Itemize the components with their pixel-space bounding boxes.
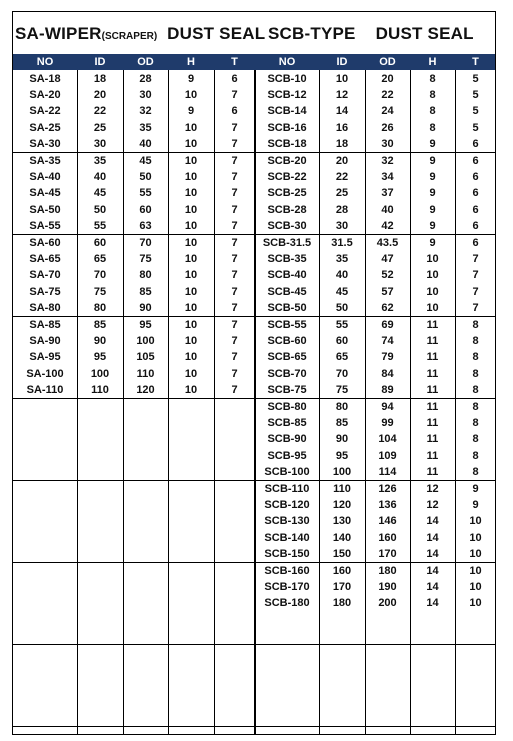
right-cell-od: 180: [378, 564, 397, 577]
left-cell-no: SA-100: [26, 367, 64, 380]
left-cell-h: 10: [184, 236, 198, 249]
right-cell-id: 75: [335, 384, 349, 397]
right-cell-h: 14: [426, 515, 439, 528]
right-cell-od: 190: [378, 580, 397, 593]
right-cell-no: SCB-14: [267, 105, 307, 118]
right-cell-t: 6: [472, 170, 479, 183]
right-cell-t: 8: [472, 449, 479, 462]
left-cell-od: 120: [136, 384, 155, 397]
left-cell-od: 75: [139, 252, 152, 265]
right-cell-no: SCB-70: [267, 367, 307, 380]
left-cell-od: 50: [139, 170, 152, 183]
right-cell-id: 25: [335, 187, 349, 200]
left-cell-h: 9: [187, 105, 195, 118]
left-cell-id: 60: [93, 236, 107, 249]
right-cell-no: SCB-75: [267, 384, 307, 397]
left-cell-t: 7: [231, 236, 238, 249]
right-cell-od: 62: [381, 302, 394, 315]
right-cell-h: 8: [429, 72, 436, 85]
right-cell-id: 16: [335, 121, 349, 134]
right-cell-h: 14: [426, 564, 439, 577]
left-cell-id: 70: [93, 269, 107, 282]
right-cell-od: 42: [381, 220, 394, 233]
right-cell-id: 95: [335, 449, 349, 462]
right-cell-h: 8: [429, 105, 436, 118]
right-cell-h: 14: [426, 531, 439, 544]
right-cell-no: SCB-140: [264, 531, 310, 544]
right-cell-od: 32: [381, 154, 394, 167]
right-cell-t: 5: [472, 72, 479, 85]
left-cell-od: 60: [139, 203, 152, 216]
left-cell-h: 10: [184, 220, 198, 233]
right-cell-id: 12: [335, 88, 349, 101]
right-cell-t: 10: [469, 564, 482, 577]
right-cell-no: SCB-150: [264, 548, 310, 561]
left-cell-t: 7: [231, 121, 238, 134]
row-group-divider: [13, 644, 495, 645]
right-header-od: OD: [379, 56, 396, 68]
left-cell-h: 10: [184, 121, 198, 134]
right-cell-id: 100: [332, 466, 352, 479]
right-cell-od: 146: [378, 515, 397, 528]
right-cell-od: 52: [381, 269, 394, 282]
left-cell-h: 9: [187, 72, 195, 85]
left-cell-od: 32: [139, 105, 152, 118]
left-cell-t: 7: [231, 285, 238, 298]
right-cell-t: 7: [472, 252, 479, 265]
right-cell-t: 8: [472, 351, 479, 364]
right-cell-no: SCB-100: [264, 466, 310, 479]
spec-sheet: [12, 11, 496, 735]
right-cell-t: 8: [472, 433, 479, 446]
left-cell-od: 63: [139, 220, 152, 233]
right-cell-no: SCB-22: [267, 170, 307, 183]
left-cell-od: 30: [139, 88, 152, 101]
right-header-t: T: [472, 56, 479, 68]
right-cell-t: 6: [472, 203, 479, 216]
right-cell-od: 99: [381, 416, 394, 429]
right-cell-id: 22: [335, 170, 349, 183]
right-cell-no: SCB-65: [267, 351, 307, 364]
right-cell-od: 170: [378, 548, 397, 561]
left-cell-no: SA-25: [29, 121, 61, 134]
left-cell-no: SA-65: [29, 252, 61, 265]
right-cell-t: 5: [472, 121, 479, 134]
left-cell-no: SA-80: [29, 302, 61, 315]
left-cell-no: SA-35: [29, 154, 61, 167]
right-cell-id: 90: [335, 433, 349, 446]
sa-wiper-title-scraper: (SCRAPER): [101, 31, 158, 42]
sa-wiper-title-main: SA-WIPER: [15, 24, 102, 43]
right-cell-id: 160: [332, 564, 352, 577]
left-cell-t: 7: [231, 154, 238, 167]
right-cell-h: 11: [426, 367, 439, 380]
table-header-row: [13, 54, 495, 70]
left-cell-id: 80: [93, 302, 107, 315]
right-cell-h: 11: [426, 449, 439, 462]
right-cell-no: SCB-160: [264, 564, 310, 577]
left-cell-id: 90: [93, 334, 107, 347]
left-cell-no: SA-22: [29, 105, 61, 118]
left-cell-od: 105: [136, 351, 155, 364]
left-cell-t: 7: [231, 318, 238, 331]
right-cell-h: 10: [426, 252, 439, 265]
right-cell-h: 11: [426, 400, 439, 413]
title-row: [13, 12, 495, 54]
right-cell-t: 10: [469, 580, 482, 593]
right-cell-id: 14: [335, 105, 349, 118]
left-cell-t: 7: [231, 138, 238, 151]
left-cell-od: 55: [139, 187, 152, 200]
right-cell-id: 170: [332, 580, 352, 593]
left-cell-t: 7: [231, 367, 238, 380]
right-cell-t: 7: [472, 269, 479, 282]
right-cell-t: 10: [469, 597, 482, 610]
right-cell-od: 109: [378, 449, 397, 462]
right-cell-t: 6: [472, 154, 479, 167]
right-cell-h: 11: [426, 466, 439, 479]
right-cell-h: 8: [429, 121, 436, 134]
right-cell-h: 9: [429, 187, 436, 200]
right-cell-no: SCB-28: [267, 203, 307, 216]
right-cell-h: 9: [429, 236, 436, 249]
left-cell-no: SA-50: [29, 203, 61, 216]
left-cell-t: 7: [231, 269, 238, 282]
right-cell-h: 11: [426, 334, 439, 347]
right-cell-od: 74: [381, 334, 394, 347]
left-cell-no: SA-110: [26, 384, 64, 397]
left-cell-t: 7: [231, 302, 238, 315]
right-cell-od: 104: [378, 433, 397, 446]
right-cell-t: 8: [472, 318, 479, 331]
left-cell-no: SA-95: [29, 351, 61, 364]
right-cell-od: 126: [378, 482, 397, 495]
left-cell-id: 40: [93, 170, 107, 183]
right-cell-h: 12: [426, 482, 439, 495]
right-cell-t: 10: [469, 515, 482, 528]
scb-type-title-rest: DUST SEAL: [375, 24, 474, 43]
right-cell-od: 57: [381, 285, 394, 298]
left-cell-od: 100: [136, 334, 155, 347]
right-cell-h: 11: [426, 351, 439, 364]
right-cell-no: SCB-20: [267, 154, 307, 167]
right-cell-id: 110: [333, 482, 351, 495]
right-cell-od: 34: [381, 170, 394, 183]
right-cell-no: SCB-35: [267, 252, 307, 265]
right-header-id: ID: [336, 56, 348, 68]
right-cell-no: SCB-18: [267, 138, 307, 151]
left-cell-no: SA-40: [29, 170, 61, 183]
sa-wiper-title: [15, 24, 265, 44]
scb-type-title-main: SCB-TYPE: [268, 24, 356, 43]
left-cell-od: 110: [136, 367, 155, 380]
left-cell-t: 7: [231, 334, 238, 347]
sa-wiper-title-rest: DUST SEAL: [167, 24, 266, 43]
left-cell-id: 20: [93, 88, 107, 101]
left-cell-od: 85: [139, 285, 152, 298]
left-cell-id: 85: [93, 318, 107, 331]
left-cell-h: 10: [184, 367, 198, 380]
left-cell-t: 7: [231, 351, 238, 364]
right-cell-t: 8: [472, 466, 479, 479]
right-cell-id: 120: [332, 498, 352, 511]
right-cell-id: 10: [335, 72, 349, 85]
left-header-no: NO: [36, 56, 54, 68]
right-cell-od: 136: [378, 498, 397, 511]
left-cell-no: SA-60: [29, 236, 61, 249]
left-cell-id: 30: [93, 138, 107, 151]
left-cell-id: 45: [93, 187, 107, 200]
left-cell-id: 50: [93, 203, 107, 216]
left-cell-od: 95: [139, 318, 152, 331]
right-cell-no: SCB-85: [267, 416, 307, 429]
left-cell-id: 95: [93, 351, 107, 364]
left-cell-id: 25: [93, 121, 107, 134]
scb-type-title: [268, 24, 474, 44]
left-cell-h: 10: [184, 203, 198, 216]
right-cell-id: 80: [335, 400, 349, 413]
right-cell-h: 9: [429, 170, 436, 183]
right-cell-no: SCB-40: [267, 269, 307, 282]
left-cell-h: 10: [184, 334, 198, 347]
left-header-id: ID: [94, 56, 106, 68]
right-cell-id: 35: [335, 252, 349, 265]
right-cell-t: 6: [472, 236, 479, 249]
right-header-no: NO: [278, 56, 296, 68]
right-cell-no: SCB-10: [267, 72, 307, 85]
right-cell-no: SCB-31.5: [262, 236, 312, 249]
left-cell-id: 18: [93, 72, 107, 85]
right-cell-id: 50: [335, 302, 349, 315]
left-cell-no: SA-18: [29, 72, 61, 85]
right-cell-t: 8: [472, 367, 479, 380]
right-cell-no: SCB-180: [264, 597, 310, 610]
right-cell-h: 9: [429, 203, 436, 216]
left-cell-od: 35: [139, 121, 152, 134]
left-cell-od: 40: [139, 138, 152, 151]
left-header-h: H: [187, 56, 195, 68]
right-cell-od: 43.5: [376, 236, 399, 249]
left-cell-no: SA-55: [29, 220, 61, 233]
right-cell-id: 55: [335, 318, 349, 331]
right-cell-t: 8: [472, 384, 479, 397]
right-cell-no: SCB-25: [267, 187, 307, 200]
right-cell-t: 5: [472, 88, 479, 101]
left-cell-h: 10: [184, 187, 198, 200]
right-cell-od: 79: [381, 351, 394, 364]
right-cell-t: 9: [472, 482, 479, 495]
right-cell-no: SCB-110: [264, 482, 310, 495]
right-cell-h: 11: [426, 318, 439, 331]
right-cell-h: 11: [426, 433, 439, 446]
right-cell-id: 70: [335, 367, 349, 380]
left-cell-od: 28: [139, 72, 152, 85]
right-cell-no: SCB-30: [267, 220, 307, 233]
right-cell-od: 89: [381, 384, 394, 397]
right-cell-id: 18: [335, 138, 349, 151]
right-cell-od: 20: [381, 72, 394, 85]
right-cell-no: SCB-120: [264, 498, 310, 511]
right-cell-t: 8: [472, 400, 479, 413]
right-cell-t: 5: [472, 105, 479, 118]
right-cell-od: 40: [381, 203, 394, 216]
left-cell-id: 75: [93, 285, 107, 298]
right-cell-od: 22: [381, 88, 394, 101]
left-header-t: T: [231, 56, 238, 68]
right-cell-t: 8: [472, 334, 479, 347]
left-cell-no: SA-45: [29, 187, 61, 200]
left-cell-id: 35: [93, 154, 107, 167]
left-cell-h: 10: [184, 285, 198, 298]
right-cell-h: 10: [426, 269, 439, 282]
left-cell-h: 10: [184, 302, 198, 315]
left-cell-h: 10: [184, 252, 198, 265]
right-cell-od: 69: [381, 318, 394, 331]
left-cell-id: 22: [93, 105, 107, 118]
right-cell-h: 8: [429, 88, 436, 101]
left-cell-od: 45: [139, 154, 152, 167]
right-cell-h: 14: [426, 548, 439, 561]
left-cell-h: 10: [184, 269, 198, 282]
right-cell-od: 47: [381, 252, 394, 265]
left-cell-t: 7: [231, 252, 238, 265]
right-cell-t: 10: [469, 548, 482, 561]
left-cell-t: 7: [231, 220, 238, 233]
right-cell-id: 130: [332, 515, 352, 528]
right-cell-no: SCB-170: [264, 580, 310, 593]
left-cell-t: 7: [231, 203, 238, 216]
right-cell-t: 7: [472, 285, 479, 298]
right-cell-id: 30: [335, 220, 349, 233]
right-cell-no: SCB-12: [267, 88, 307, 101]
left-cell-no: SA-75: [29, 285, 61, 298]
left-cell-od: 70: [139, 236, 152, 249]
right-cell-h: 10: [426, 285, 439, 298]
right-cell-h: 10: [426, 302, 439, 315]
left-cell-t: 7: [231, 187, 238, 200]
left-cell-id: 65: [93, 252, 107, 265]
left-header-od: OD: [137, 56, 154, 68]
right-cell-no: SCB-95: [267, 449, 307, 462]
right-cell-h: 9: [429, 138, 436, 151]
right-cell-h: 14: [426, 580, 439, 593]
left-cell-h: 10: [184, 318, 198, 331]
left-cell-id: 100: [90, 367, 110, 380]
left-cell-od: 80: [139, 269, 152, 282]
right-cell-no: SCB-80: [267, 400, 307, 413]
left-cell-t: 6: [231, 105, 238, 118]
row-group-divider: [13, 726, 495, 727]
left-cell-h: 10: [184, 88, 198, 101]
left-cell-no: SA-90: [29, 334, 61, 347]
left-cell-h: 10: [184, 384, 198, 397]
right-cell-id: 60: [335, 334, 349, 347]
left-cell-h: 10: [184, 351, 198, 364]
right-cell-no: SCB-60: [267, 334, 307, 347]
left-cell-od: 90: [139, 302, 152, 315]
left-cell-t: 6: [231, 72, 238, 85]
right-cell-no: SCB-45: [267, 285, 307, 298]
right-cell-id: 65: [335, 351, 349, 364]
right-cell-id: 140: [332, 531, 352, 544]
left-cell-t: 7: [231, 170, 238, 183]
left-cell-no: SA-70: [29, 269, 61, 282]
right-cell-od: 84: [381, 367, 394, 380]
right-cell-id: 85: [335, 416, 349, 429]
right-cell-t: 9: [472, 498, 479, 511]
right-cell-id: 45: [335, 285, 349, 298]
right-cell-h: 14: [426, 597, 439, 610]
right-cell-t: 7: [472, 302, 479, 315]
right-cell-t: 10: [469, 531, 482, 544]
left-cell-no: SA-20: [29, 88, 61, 101]
right-cell-no: SCB-16: [267, 121, 307, 134]
right-cell-od: 200: [378, 597, 397, 610]
right-cell-od: 160: [378, 531, 397, 544]
left-cell-t: 7: [231, 384, 238, 397]
right-cell-no: SCB-90: [267, 433, 307, 446]
right-cell-id: 31.5: [331, 236, 353, 249]
right-cell-id: 180: [332, 597, 352, 610]
right-cell-id: 150: [332, 548, 352, 561]
right-cell-id: 20: [335, 154, 349, 167]
right-cell-h: 11: [426, 416, 439, 429]
left-cell-id: 110: [91, 384, 109, 397]
right-cell-h: 9: [429, 220, 436, 233]
right-cell-no: SCB-50: [267, 302, 307, 315]
right-cell-od: 94: [381, 400, 394, 413]
right-cell-id: 40: [335, 269, 349, 282]
right-cell-od: 24: [381, 105, 394, 118]
right-cell-h: 12: [426, 498, 439, 511]
left-cell-no: SA-30: [29, 138, 61, 151]
right-header-h: H: [428, 56, 437, 68]
left-cell-t: 7: [231, 88, 238, 101]
left-cell-h: 10: [184, 138, 198, 151]
left-cell-id: 55: [93, 220, 107, 233]
left-cell-no: SA-85: [29, 318, 61, 331]
right-cell-t: 6: [472, 138, 479, 151]
right-cell-no: SCB-130: [264, 515, 310, 528]
right-cell-od: 114: [378, 466, 397, 479]
right-cell-od: 26: [381, 121, 394, 134]
right-cell-t: 6: [472, 187, 479, 200]
right-cell-h: 9: [429, 154, 436, 167]
right-cell-t: 8: [472, 416, 479, 429]
right-cell-id: 28: [335, 203, 349, 216]
left-cell-h: 10: [184, 154, 198, 167]
right-cell-t: 6: [472, 220, 479, 233]
left-cell-h: 10: [184, 170, 198, 183]
right-cell-no: SCB-55: [267, 318, 307, 331]
right-cell-h: 11: [426, 384, 439, 397]
right-cell-od: 30: [381, 138, 394, 151]
right-cell-od: 37: [381, 187, 394, 200]
